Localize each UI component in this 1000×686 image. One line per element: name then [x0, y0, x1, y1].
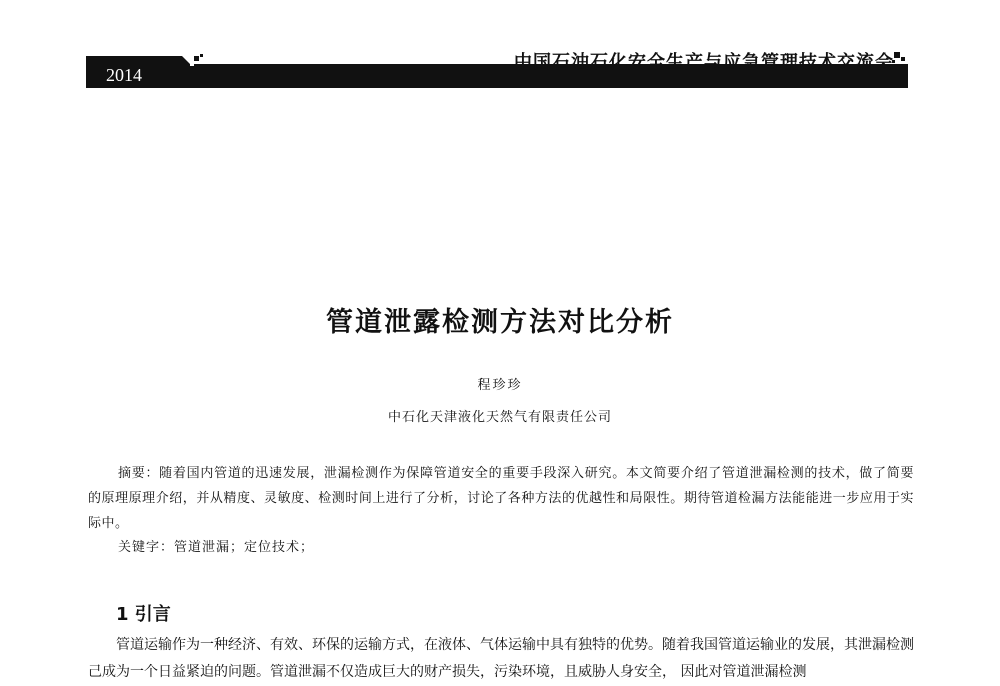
abstract-text: 摘要：随着国内管道的迅速发展，泄漏检测作为保障管道安全的重要手段深入研究。本文简要介绍了管道泄漏检测的技术，做了简要的原理原理介绍，并从精度、灵敏度、检测时间上进行了分析，讨论了各种方法的优越性和局限性。期待管道检漏方法能能进一步应用于实际中。: [88, 466, 914, 531]
page-header: [86, 52, 908, 88]
paper-affiliation: 中石化天津液化天然气有限责任公司: [387, 410, 612, 425]
section-heading-introduction: 1 引言: [116, 604, 171, 625]
header-year: 2014: [106, 65, 142, 85]
conference-name: 中国石油石化安全生产与应急管理技术交流会: [514, 52, 894, 73]
paper-author: 程珍珍: [477, 378, 523, 393]
keywords-line: 关键字：管道泄漏；定位技术；: [118, 540, 315, 555]
section-body-text: 管道运输作为一种经济、有效、环保的运输方式，在液体、气体运输中具有独特的优势。随着我国管道运输业的发展，其泄漏检测己成为一个日益紧迫的问题。管道泄漏不仅造成巨大的财产损失，污染环境，且威胁人身安全， 因此对管道泄漏检测: [88, 637, 914, 680]
paper-title: 管道泄露检测方法对比分析: [326, 307, 674, 338]
